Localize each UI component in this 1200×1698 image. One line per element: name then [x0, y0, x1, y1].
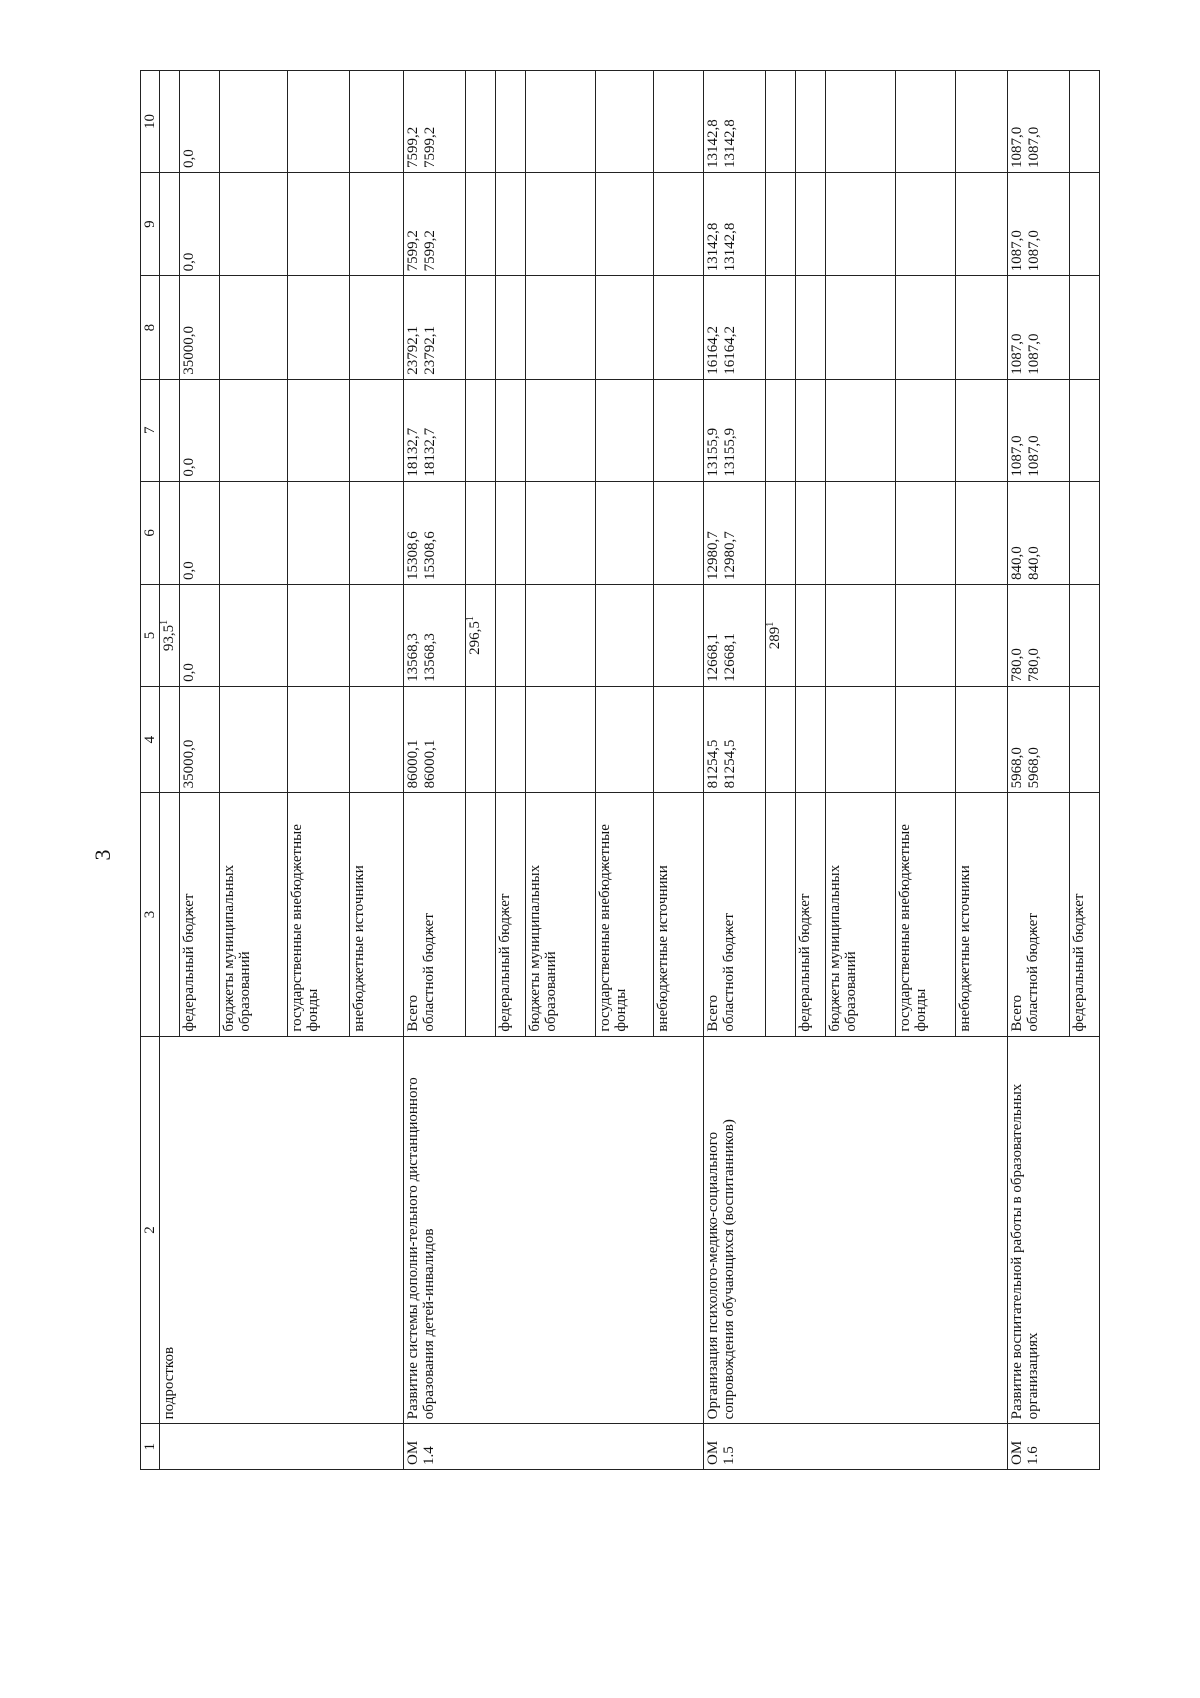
value-cell-c8 — [796, 276, 826, 379]
value-cell-c4 — [220, 686, 288, 792]
value-cell-c8 — [826, 276, 896, 379]
value-cell-c5 — [1070, 585, 1100, 687]
value-cell-c4 — [766, 686, 796, 792]
header-cell: 5 — [141, 585, 160, 687]
value-cell-c6 — [350, 481, 404, 584]
value-cell-c6 — [654, 481, 704, 584]
value-cell-c5: 296,5$^1$ — [466, 585, 496, 687]
value-cell-c5 — [896, 585, 956, 687]
funding-source-cell: бюджеты муниципальных образований — [826, 793, 896, 1036]
funding-source-cell: бюджеты муниципальных образований — [526, 793, 596, 1036]
table-body — [141, 71, 1100, 1470]
table-row — [160, 71, 180, 1470]
funding-source-cell: внебюджетные источники — [956, 793, 1008, 1036]
value-cell-c4: 86000,1 86000,1 — [404, 686, 466, 792]
value-cell-c4 — [160, 686, 180, 792]
header-cell: 10 — [141, 71, 160, 173]
funding-source-cell — [466, 793, 496, 1036]
value-cell-c8: 16164,2 16164,2 — [704, 276, 766, 379]
value-cell-c9 — [1070, 172, 1100, 275]
table-row — [1008, 71, 1070, 1470]
funding-source-cell — [766, 793, 796, 1036]
value-cell-c7 — [766, 379, 796, 481]
value-cell-c6 — [288, 481, 350, 584]
measure-name-cell: Организация психолого-медико-социального сопровождения обучающихся (воспитанников) — [704, 1036, 1008, 1424]
value-cell-c9 — [160, 172, 180, 275]
value-cell-c4 — [956, 686, 1008, 792]
value-cell-c7 — [220, 379, 288, 481]
measure-name-cell: Развитие воспитательной работы в образовательных организациях — [1008, 1036, 1100, 1424]
value-cell-c5 — [956, 585, 1008, 687]
value-cell-c7 — [1070, 379, 1100, 481]
value-cell-c6 — [496, 481, 526, 584]
value-cell-c4: 81254,5 81254,5 — [704, 686, 766, 792]
value-cell-c6 — [796, 481, 826, 584]
value-cell-c10 — [160, 71, 180, 173]
value-cell-c4 — [826, 686, 896, 792]
value-cell-c9 — [654, 172, 704, 275]
header-cell: 7 — [141, 379, 160, 481]
value-cell-c4: 5968,0 5968,0 — [1008, 686, 1070, 792]
funding-source-cell: внебюджетные источники — [350, 793, 404, 1036]
funding-source-cell: федеральный бюджет — [496, 793, 526, 1036]
funding-source-cell: бюджеты муниципальных образований — [220, 793, 288, 1036]
value-cell-c4 — [288, 686, 350, 792]
value-cell-c8 — [766, 276, 796, 379]
value-cell-c8 — [496, 276, 526, 379]
value-cell-c10 — [496, 71, 526, 173]
funding-source-cell: Всего областной бюджет — [1008, 793, 1070, 1036]
value-cell-c5 — [220, 585, 288, 687]
value-cell-c7 — [350, 379, 404, 481]
value-cell-c6 — [526, 481, 596, 584]
value-cell-c5 — [654, 585, 704, 687]
value-cell-c5: 12668,1 12668,1 — [704, 585, 766, 687]
header-cell: 4 — [141, 686, 160, 792]
value-cell-c10 — [766, 71, 796, 173]
measure-code-cell: ОМ 1.6 — [1008, 1424, 1100, 1470]
measure-code-cell: ОМ 1.5 — [704, 1424, 1008, 1470]
value-cell-c8 — [160, 276, 180, 379]
value-cell-c7: 0,0 — [180, 379, 220, 481]
rotated-table-wrapper — [140, 70, 1088, 1470]
value-cell-c5 — [596, 585, 654, 687]
header-cell: 3 — [141, 793, 160, 1036]
measure-name-cell: подростков — [160, 1036, 404, 1424]
value-cell-c10 — [220, 71, 288, 173]
header-cell: 6 — [141, 481, 160, 584]
value-cell-c5 — [526, 585, 596, 687]
funding-source-cell: внебюджетные источники — [654, 793, 704, 1036]
measure-code-cell: ОМ 1.4 — [404, 1424, 704, 1470]
header-cell: 9 — [141, 172, 160, 275]
value-cell-c4 — [896, 686, 956, 792]
value-cell-c8: 1087,0 1087,0 — [1008, 276, 1070, 379]
value-cell-c9: 7599,2 7599,2 — [404, 172, 466, 275]
funding-source-cell: государственные внебюджетные фонды — [596, 793, 654, 1036]
value-cell-c4 — [526, 686, 596, 792]
value-cell-c7 — [526, 379, 596, 481]
funding-source-cell: федеральный бюджет — [180, 793, 220, 1036]
value-cell-c6: 12980,7 12980,7 — [704, 481, 766, 584]
value-cell-c7 — [654, 379, 704, 481]
funding-source-cell: государственные внебюджетные фонды — [896, 793, 956, 1036]
value-cell-c10: 1087,0 1087,0 — [1008, 71, 1070, 173]
funding-source-cell: федеральный бюджет — [796, 793, 826, 1036]
measure-name-cell: Развитие системы дополни-тельного дистанционного образования детей-инвалидов — [404, 1036, 704, 1424]
value-cell-c9 — [288, 172, 350, 275]
table-row — [404, 71, 466, 1470]
value-cell-c9 — [956, 172, 1008, 275]
value-cell-c8 — [220, 276, 288, 379]
value-cell-c10: 7599,2 7599,2 — [404, 71, 466, 173]
value-cell-c10 — [956, 71, 1008, 173]
value-cell-c9 — [766, 172, 796, 275]
value-cell-c10 — [1070, 71, 1100, 173]
value-cell-c4 — [654, 686, 704, 792]
value-cell-c10 — [526, 71, 596, 173]
value-cell-c10 — [596, 71, 654, 173]
budget-table — [140, 70, 1100, 1470]
value-cell-c5 — [288, 585, 350, 687]
value-cell-c8 — [1070, 276, 1100, 379]
value-cell-c5: 13568,3 13568,3 — [404, 585, 466, 687]
value-cell-c6 — [956, 481, 1008, 584]
header-row — [141, 71, 160, 1470]
value-cell-c6 — [160, 481, 180, 584]
value-cell-c5: 780,0 780,0 — [1008, 585, 1070, 687]
value-cell-c10 — [654, 71, 704, 173]
value-cell-c10 — [466, 71, 496, 173]
value-cell-c7: 13155,9 13155,9 — [704, 379, 766, 481]
value-cell-c5: 0,0 — [180, 585, 220, 687]
value-cell-c9 — [496, 172, 526, 275]
funding-source-cell: федеральный бюджет — [1070, 793, 1100, 1036]
value-cell-c7 — [956, 379, 1008, 481]
value-cell-c6 — [466, 481, 496, 584]
value-cell-c6 — [1070, 481, 1100, 584]
value-cell-c5: $289^1$ — [766, 585, 796, 687]
value-cell-c10: 0,0 — [180, 71, 220, 173]
value-cell-c7 — [288, 379, 350, 481]
value-cell-c8: 35000,0 — [180, 276, 220, 379]
measure-code-cell — [160, 1424, 404, 1470]
header-cell: 2 — [141, 1036, 160, 1424]
value-cell-c7 — [596, 379, 654, 481]
value-cell-c8 — [526, 276, 596, 379]
value-cell-c8 — [654, 276, 704, 379]
value-cell-c10: 13142,8 13142,8 — [704, 71, 766, 173]
value-cell-c6: 840,0 840,0 — [1008, 481, 1070, 584]
value-cell-c10 — [350, 71, 404, 173]
funding-source-cell: государственные внебюджетные фонды — [288, 793, 350, 1036]
value-cell-c10 — [826, 71, 896, 173]
value-cell-c5: 93,5$^1$ — [160, 585, 180, 687]
value-cell-c5 — [826, 585, 896, 687]
funding-source-cell: Всего областной бюджет — [404, 793, 466, 1036]
value-cell-c7 — [896, 379, 956, 481]
value-cell-c8 — [288, 276, 350, 379]
value-cell-c7 — [496, 379, 526, 481]
value-cell-c7 — [796, 379, 826, 481]
value-cell-c8 — [956, 276, 1008, 379]
value-cell-c8 — [596, 276, 654, 379]
value-cell-c4 — [796, 686, 826, 792]
value-cell-c9: 0,0 — [180, 172, 220, 275]
value-cell-c8 — [466, 276, 496, 379]
value-cell-c4 — [496, 686, 526, 792]
value-cell-c7 — [160, 379, 180, 481]
value-cell-c9 — [896, 172, 956, 275]
value-cell-c5 — [350, 585, 404, 687]
value-cell-c4 — [466, 686, 496, 792]
header-cell: 8 — [141, 276, 160, 379]
value-cell-c8 — [896, 276, 956, 379]
value-cell-c9 — [526, 172, 596, 275]
value-cell-c5 — [796, 585, 826, 687]
value-cell-c6 — [826, 481, 896, 584]
value-cell-c9 — [596, 172, 654, 275]
value-cell-c9 — [466, 172, 496, 275]
value-cell-c5 — [496, 585, 526, 687]
value-cell-c9: 13142,8 13142,8 — [704, 172, 766, 275]
value-cell-c6: 15308,6 15308,6 — [404, 481, 466, 584]
value-cell-c7 — [466, 379, 496, 481]
value-cell-c6: 0,0 — [180, 481, 220, 584]
value-cell-c4 — [1070, 686, 1100, 792]
value-cell-c8 — [350, 276, 404, 379]
value-cell-c7: 18132,7 18132,7 — [404, 379, 466, 481]
value-cell-c10 — [896, 71, 956, 173]
table-row — [704, 71, 766, 1470]
value-cell-c9 — [796, 172, 826, 275]
value-cell-c9 — [826, 172, 896, 275]
value-cell-c7 — [826, 379, 896, 481]
funding-source-cell — [160, 793, 180, 1036]
value-cell-c9 — [220, 172, 288, 275]
value-cell-c4 — [596, 686, 654, 792]
value-cell-c6 — [596, 481, 654, 584]
funding-source-cell: Всего областной бюджет — [704, 793, 766, 1036]
value-cell-c6 — [896, 481, 956, 584]
header-cell: 1 — [141, 1424, 160, 1470]
value-cell-c8: 23792,1 23792,1 — [404, 276, 466, 379]
value-cell-c10 — [288, 71, 350, 173]
value-cell-c6 — [766, 481, 796, 584]
value-cell-c9 — [350, 172, 404, 275]
value-cell-c7: 1087,0 1087,0 — [1008, 379, 1070, 481]
value-cell-c4: 35000,0 — [180, 686, 220, 792]
page-number: 3 — [90, 849, 115, 861]
value-cell-c10 — [796, 71, 826, 173]
value-cell-c9: 1087,0 1087,0 — [1008, 172, 1070, 275]
value-cell-c6 — [220, 481, 288, 584]
value-cell-c4 — [350, 686, 404, 792]
